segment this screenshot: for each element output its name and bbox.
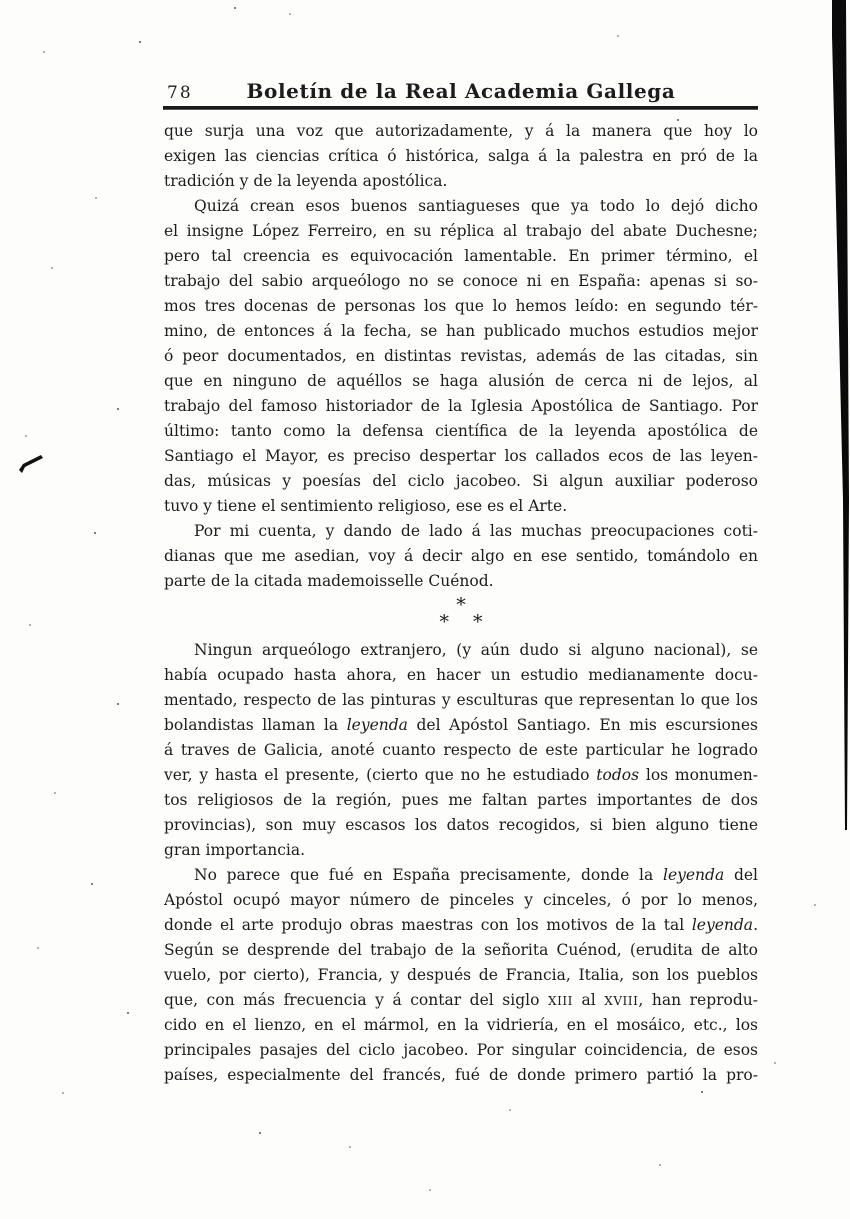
text-line: principales pasajes del ciclo jacobeo. Por singular coincidencia, de esos [164,1041,758,1059]
text-line: que, con más frecuencia y á contar del siglo XIII al XVIII, han reprodu- [164,991,758,1009]
journal-title: Boletín de la Real Academia Gallega [246,79,676,103]
paragraph [164,119,758,194]
text-line: parte de la citada mademoisselle Cuénod. [164,572,494,590]
text-line: pero tal creencia es equivocación lamentable. En primer término, el [164,247,758,265]
text-line: ó peor documentados, en distintas revistas, además de las citadas, sin [164,347,758,365]
text-line: Santiago el Mayor, es preciso despertar los callados ecos de las leyen- [164,447,758,465]
text-line: ver, y hasta el presente, (cierto que no he estudiado todos los monumen- [164,766,758,784]
text-line: había ocupado hasta ahora, en hacer un estudio medianamente docu- [164,666,758,684]
text-line: último: tanto como la defensa científica de la leyenda apostólica de [164,422,758,440]
text-line: el insigne López Ferreiro, en su réplica al trabajo del abate Duchesne; [164,222,758,240]
text-line: á traves de Galicia, anoté cuanto respecto de este particular he logrado [164,741,758,759]
asterism-bottom: * * [439,611,483,633]
text-line: tos religiosos de la región, pues me faltan partes importantes de dos [164,791,758,809]
text-line: tradición y de la leyenda apostólica. [164,172,448,190]
paragraph [164,194,758,519]
paragraph-group-2 [164,638,758,1088]
paragraph [164,519,758,594]
text-line: Apóstol ocupó mayor número de pinceles y cinceles, ó por lo menos, [164,891,758,909]
text-line: mentado, respecto de las pinturas y esculturas que representan lo que los [164,691,758,709]
text-block [164,119,758,1088]
text-line: exigen las ciencias crítica ó histórica, salga á la palestra en pró de la [164,147,758,165]
text-line: Ningun arqueólogo extranjero, (y aún dudo si alguno nacional), se [194,641,758,659]
section-divider [164,594,758,638]
text-line: bolandistas llaman la leyenda del Apóstol Santiago. En mis escursiones [164,716,758,734]
text-line: das, músicas y poesías del ciclo jacobeo. Si algun auxiliar poderoso [164,472,758,490]
text-line: vuelo, por cierto), Francia, y después de Francia, Italia, son los pueblos [164,966,758,984]
text-line: donde el arte produjo obras maestras con los motivos de la tal leyenda. [164,916,758,934]
text-line: mos tres docenas de personas los que lo hemos leído: en segundo tér- [164,297,758,315]
page-number: 78 [167,83,193,103]
text-line: que en ninguno de aquéllos se haga alusión de cerca ni de lejos, al [164,372,758,390]
text-line: provincias), son muy escasos los datos recogidos, si bien alguno tiene [164,816,758,834]
text-line: No parece que fué en España precisamente, donde la leyenda del [194,866,758,884]
asterism-top: * [456,594,466,616]
paragraph-group-1 [164,119,758,594]
text-line: que surja una voz que autorizadamente, y á la manera que hoy lo [164,122,758,140]
text-line: Por mi cuenta, y dando de lado á las muchas preocupaciones coti- [194,522,758,540]
text-line: gran importancia. [164,841,306,859]
text-line: trabajo del famoso historiador de la Iglesia Apostólica de Santiago. Por [164,397,758,415]
text-line: trabajo del sabio arqueólogo no se conoce ni en España: apenas si so- [164,272,758,290]
text-line: Quizá crean esos buenos santiagueses que ya todo lo dejó dicho [194,197,758,215]
text-line: mino, de entonces á la fecha, se han publicado muchos estudios mejor [164,322,758,340]
scan-edge-shadow [832,0,849,830]
text-line: cido en el lienzo, en el mármol, en la vidriería, en el mosáico, etc., los [164,1016,758,1034]
text-line: tuvo y tiene el sentimiento religioso, ese es el Arte. [164,497,568,515]
paragraph [164,863,758,1088]
paragraph [164,638,758,863]
text-line: Según se desprende del trabajo de la señorita Cuénod, (erudita de alto [164,941,758,959]
margin-pen-mark [19,455,43,473]
text-line: dianas que me asedian, voy á decir algo en ese sentido, tomándolo en [164,547,758,565]
header-rule [163,106,758,110]
text-line: países, especialmente del francés, fué de donde primero partió la pro- [164,1066,758,1084]
